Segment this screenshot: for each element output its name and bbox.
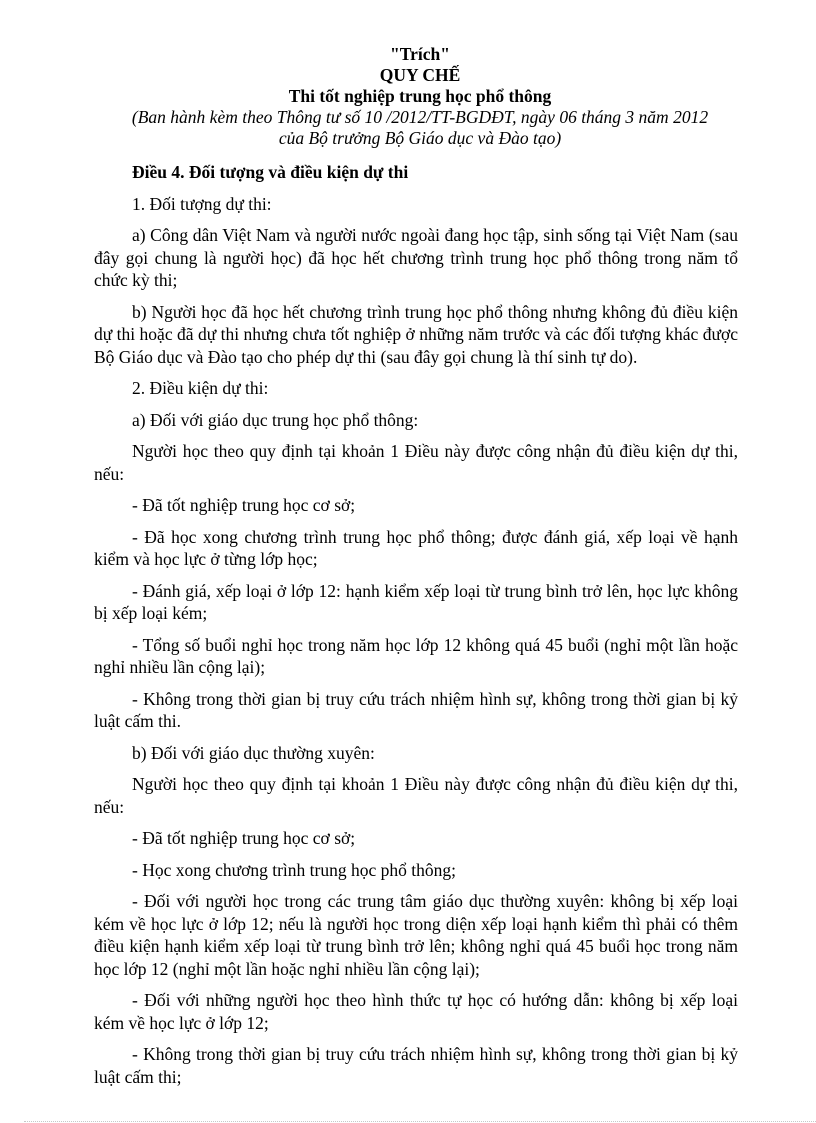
issued-note-line-2: của Bộ trưởng Bộ Giáo dục và Đào tạo) (278, 128, 562, 148)
paragraph: - Đánh giá, xếp loại ở lớp 12: hạnh kiểm xếp loại từ trung bình trở lên, học lực không bị xếp loại kém; (94, 580, 738, 623)
paragraph: - Đối với người học trong các trung tâm giáo dục thường xuyên: không bị xếp loại kém về học lực ở lớp 12; nếu là người học trong diện xếp loại hạnh kiểm thì phải có thêm điều kiện hạnh kiểm xếp loại từ trung bình trở lên; không nghỉ quá 45 buổi học trong năm học lớp 12 (nghỉ một lần hoặc nghỉ nhiều lần cộng lại); (94, 891, 738, 979)
article-heading: Điều 4. Đối tượng và điều kiện dự thi (132, 162, 409, 182)
paragraph: Người học theo quy định tại khoản 1 Điều này được công nhận đủ điều kiện dự thi, nếu: (94, 774, 738, 817)
paragraph: - Tổng số buổi nghỉ học trong năm học lớp 12 không quá 45 buổi (nghỉ một lần hoặc nghỉ nhiều lần cộng lại); (94, 634, 738, 677)
paragraph: a) Công dân Việt Nam và người nước ngoài đang học tập, sinh sống tại Việt Nam (sau đây gọi chung là người học) đã học hết chương trình trung học phổ thông trong năm tổ chức kỳ thi; (94, 225, 738, 290)
paragraph: 2. Điều kiện dự thi: (132, 378, 269, 398)
paragraph: Người học theo quy định tại khoản 1 Điều này được công nhận đủ điều kiện dự thi, nếu: (94, 441, 738, 484)
excerpt-label: "Trích" (390, 44, 450, 64)
document-body (94, 161, 738, 1097)
paragraph: - Đối với những người học theo hình thức tự học có hướng dẫn: không bị xếp loại kém về học lực ở lớp 12; (94, 990, 738, 1033)
document-title: QUY CHẾ (379, 65, 461, 85)
paragraph: a) Đối với giáo dục trung học phổ thông: (132, 409, 419, 430)
paragraph: - Đã tốt nghiệp trung học cơ sở; (132, 828, 356, 848)
page-bottom-rule (24, 1121, 816, 1122)
paragraph: 1. Đối tượng dự thi: (132, 193, 272, 214)
issued-note-line-1: (Ban hành kèm theo Thông tư số 10 /2012/TT-BGDĐT, ngày 06 tháng 3 năm 2012 (131, 107, 709, 127)
paragraph: - Đã học xong chương trình trung học phổ thông; được đánh giá, xếp loại về hạnh kiểm và học lực ở từng lớp học; (94, 526, 738, 569)
paragraph: - Không trong thời gian bị truy cứu trách nhiệm hình sự, không trong thời gian bị kỷ luật cấm thi. (94, 688, 738, 731)
paragraph: b) Người học đã học hết chương trình trung học phổ thông nhưng không đủ điều kiện dự thi hoặc đã dự thi nhưng chưa tốt nghiệp ở những năm trước và các đối tượng khác được Bộ Giáo dục và Đào tạo cho phép dự thi (sau đây gọi chung là thí sinh tự do). (94, 301, 738, 367)
document-subtitle: Thi tốt nghiệp trung học phổ thông (288, 86, 552, 106)
paragraph: - Học xong chương trình trung học phổ thông; (132, 859, 456, 880)
paragraph: - Đã tốt nghiệp trung học cơ sở; (132, 495, 356, 515)
paragraph: b) Đối với giáo dục thường xuyên: (132, 742, 375, 763)
document-header (0, 44, 816, 149)
paragraph: - Không trong thời gian bị truy cứu trách nhiệm hình sự, không trong thời gian bị kỷ luật cấm thi; (94, 1044, 738, 1087)
